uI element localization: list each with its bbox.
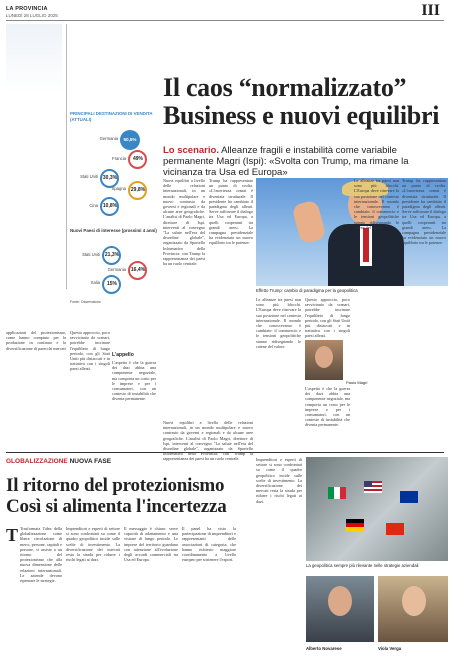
article-column: Le alleanze tra paesi non sono più blocchi. L'Europa deve ritrovare la sua posizione nel contesto internazionale. Il mondo che conoscevamo è cambiato: il commercio e le tensioni geopolitiche stanno ridisegnando le catene del valore. (354, 178, 399, 230)
future-label: Germania (107, 267, 126, 272)
flags-photo (306, 457, 448, 561)
dest-label: Germania (99, 136, 118, 141)
drop-cap: T (6, 525, 19, 545)
issue-date: LUNEDÌ 28 LUGLIO 2025 (6, 13, 58, 18)
flag-germany (346, 519, 364, 531)
section2-headline-line-2: Così si alimenta l'incertezza (6, 495, 227, 517)
verga-photo (378, 576, 448, 642)
flags-caption: La geopolitica sempre più rilevante nelle strategie aziendali (306, 563, 419, 568)
flag-china (386, 523, 404, 535)
main-headline (163, 74, 448, 130)
dest-label: Cina (89, 203, 98, 208)
article-column: Imprenditori e esperti di settore si sono confrontati su come il quadro geopolitico incide sulle scelte di investimento. La diversificazione dei mercati resta la strada per ridurre i rischi legati ai dazi. (256, 457, 302, 504)
future-pct: 15% (106, 281, 117, 287)
kicker-label: Lo scenario. (163, 145, 219, 156)
article-column: Imprenditori e esperti di settore si sono confrontati su come il quadro geopolitico incide sulle scelte di investimento. La diversificazione dei mercati resta la strada per ridurre i rischi legati ai dazi. (66, 526, 120, 563)
dest-label: Spagna (111, 186, 126, 191)
future-destinations (70, 242, 160, 302)
infographic-boundary (66, 24, 67, 289)
photo-caption: Effetto Trump: cambio di paradigma per la geopolitica (256, 288, 358, 293)
verga-face (402, 586, 426, 616)
infographic-source: Fonte: Osservatorio (70, 300, 101, 304)
article-column: Il panel ha visto la partecipazione di imprenditori e rappresentanti delle associazioni di categoria, che hanno richiesto maggiore coordinamento a livello europeo per sostenere l'export. (182, 526, 236, 563)
article-column: Questo approccio, poco ravvicinato da scenari, potrebbe incrinare l'equilibrio di lungo periodo, con gli Stati Uniti più distaccati e in trattativa con i singoli paesi alleati. (70, 330, 110, 372)
magri-face (315, 346, 333, 368)
flag-eu (400, 491, 418, 503)
article-column: Questo approccio, poco ravvicinato da scenari, potrebbe incrinare l'equilibrio di lungo periodo, con gli Stati Uniti più distaccati e in trattativa con i singoli paesi alleati. (305, 297, 350, 339)
dest-label: Francia (112, 156, 126, 161)
newspaper-name: LA PROVINCIA (6, 6, 48, 12)
article-column: Il messaggio è chiaro: serve capacità di adattamento e una visione di lungo periodo. Le imprese del territorio guardano con attenzione all'evoluzione degli accordi commerciali tra Usa ed Europa. (124, 526, 178, 563)
dest-pct: 29,8% (130, 187, 146, 193)
dest-label: Stati Uniti (80, 174, 98, 179)
infographic-title: PRINCIPALI DESTINAZIONI DI VENDITA (ATTUALI) (70, 111, 153, 122)
article-column: Trasformata l'idea della globalizzazione come libera circolazione di merci, persone, capitali e persone, si assiste a un ritorno del protezionismo che alla nuova dimensione delle relazioni internazionali. Le aziende devono ripensare le strategie. (20, 526, 62, 584)
future-label: Stati Uniti (82, 252, 100, 257)
person1-caption: Alberto Novarese (306, 646, 342, 651)
kicker-text: Alleanze fragili e instabilità come variabile permanente Magri (Ispi): «Svolta con Trump, ma rimane la vicinanza tra Usa ed Europa» (163, 145, 409, 178)
article-column: Le alleanze tra paesi non sono più blocchi. L'Europa deve ritrovare la sua posizione nel contesto internazionale. Il mondo che conoscevamo è cambiato: il commercio e le tensioni geopolitiche stanno ridisegnando le catene del valore. (256, 297, 301, 349)
infographic-map-area (6, 24, 62, 94)
inset-caption: Paolo Magri (346, 380, 368, 385)
header-divider (6, 20, 444, 21)
photo-hand (291, 199, 326, 244)
subhead-appello: L'appello (112, 352, 134, 358)
current-destinations (70, 128, 160, 228)
section2-headline-line-1: Il ritorno del protezionismo (6, 475, 225, 496)
kicker (163, 145, 448, 178)
dest-pct: 49% (132, 156, 143, 162)
flag-usa-canton (364, 481, 372, 487)
article-column: Nuovi equilibri a livello delle relazioni internazionali, in un mondo multipolare e nuovo contrasto da governi e regionali e da alcune aree geografiche. L'analisi di Paolo Magri, direttore di Ispi, interventi al convegno "La salute nell'era del disordine globale", organizzato da Sportello Informativo della Provincia: con Trump la rappresentanza dei paesi ha un ruolo centrale. (163, 178, 205, 267)
dest-pct: 10,8% (102, 203, 118, 209)
headline-line-2: Business e nuovi equilibri (163, 101, 440, 130)
article-column: Trump ha rappresentato un punto di svolta. «L'incertezza ormai è diventata strutturale. Il presidente ha cambiato il paradigma degli alleati. Serve rafforzare il dialogo tra Usa ed Europa, a quelli cooperanti tra grandi aree». La campagna presidenziale ha evidenziato un nuovo equilibrio tra le potenze. (402, 178, 446, 246)
future-label: Italia (91, 280, 100, 285)
headline-line-1: Il caos “normalizzato” (163, 73, 407, 102)
novarese-photo (306, 576, 374, 642)
section-divider (6, 452, 444, 453)
person2-caption: Viola Verga (378, 646, 402, 651)
section-label-dark: NUOVA FASE (69, 458, 112, 465)
future-pct: 16,4% (130, 267, 146, 273)
article-column: L'aspetto è che la guerra dei dazi abbia una componente negoziale, ma comporta un costo per le imprese e per i consumatori, con un contesto di instabilità che diventa permanente. (305, 386, 350, 428)
article-column: Trump ha rappresentato un punto di svolta. «L'incertezza ormai è diventata strutturale. Il presidente ha cambiato il paradigma degli alleati. Serve rafforzare il dialogo tra Usa ed Europa, a quelli cooperanti tra grandi aree». La campagna presidenziale ha evidenziato un nuovo equilibrio tra le potenze. (209, 178, 253, 246)
future-pct: 21,3% (104, 252, 120, 258)
article-column: Nuovi equilibri a livello delle relazioni internazionali, in un mondo multipolare e nuovo contrasto da governi e regionali e da alcune aree geografiche. L'analisi di Paolo Magri, direttore di Ispi, interventi al convegno "La salute nell'era del disordine globale", organizzato da Sportello Informativo della Provincia: con Trump la rappresentanza dei paesi ha un ruolo centrale. (163, 420, 253, 462)
flag-italy (328, 487, 346, 499)
infographic-subtitle: Nuovi Paesi di interesse (prossimi 4 anni) (70, 228, 157, 233)
page-number: III (421, 2, 440, 19)
section-label (6, 458, 111, 465)
dest-pct: 30,3% (102, 175, 118, 181)
novarese-face (328, 586, 352, 616)
section-label-red: GLOBALIZZAZIONE (6, 458, 68, 465)
dest-pct: 50,5% (123, 137, 137, 142)
article-column: L'aspetto è che la guerra dei dazi abbia una componente negoziale, ma comporta un costo per le imprese e per i consumatori, con un contesto di instabilità che diventa permanente. (112, 360, 156, 402)
article-column: applicazioni del protezionismo, come hanno compiuto per la produzione in continuo e la diversificazione di parecchi mercati (6, 330, 66, 351)
magri-photo (305, 340, 343, 380)
section2-headline (6, 476, 251, 517)
flag-usa (364, 481, 382, 493)
